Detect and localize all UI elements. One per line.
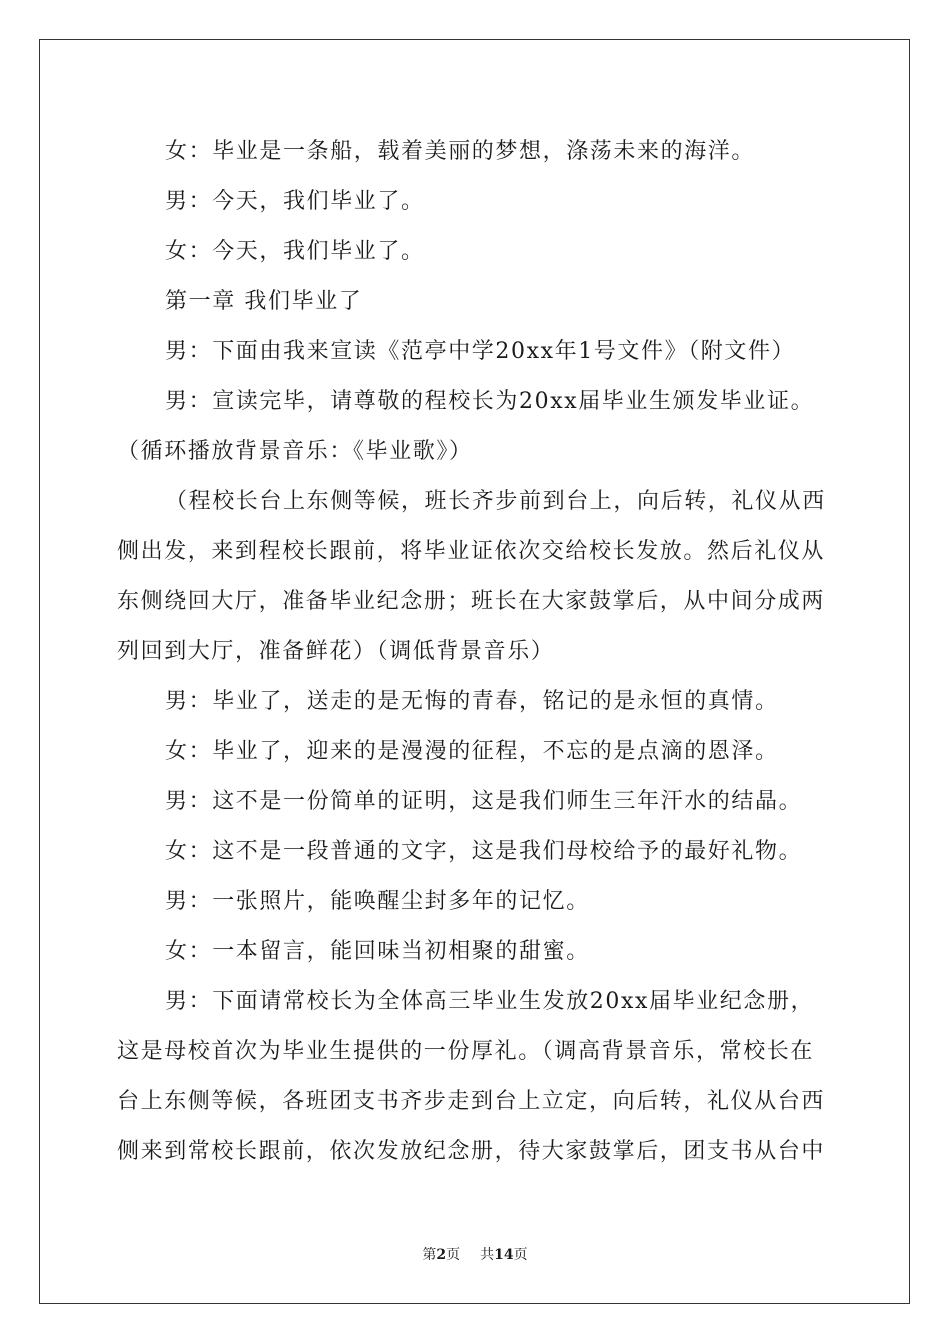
paragraph-line: 台上东侧等候，各班团支书齐步走到台上立定，向后转，礼仪从台西 [117, 1089, 826, 1114]
footer-page-suffix: 页 [446, 1247, 461, 1263]
paragraph-line: 男：毕业了，送走的是无悔的青春，铭记的是永恒的真情。 [165, 689, 779, 714]
footer-page-number: 2 [436, 1247, 447, 1263]
chapter-heading: 第一章 我们毕业了 [165, 289, 363, 314]
paragraph-line: （循环播放背景音乐：《毕业歌》） [117, 439, 473, 464]
paragraph-line: 女：今天，我们毕业了。 [165, 239, 425, 264]
paragraph-line: 男：今天，我们毕业了。 [165, 189, 425, 214]
paragraph-line: 列回到大厅，准备鲜花）（调低背景音乐） [117, 639, 555, 664]
footer-total-number: 14 [494, 1247, 514, 1263]
paragraph-line: 侧来到常校长跟前，依次发放纪念册，待大家鼓掌后，团支书从台中 [117, 1139, 826, 1164]
footer-page-prefix: 第 [422, 1247, 437, 1263]
document-body [117, 127, 833, 1177]
paragraph-line: 男：宣读完毕，请尊敬的程校长为20xx届毕业生颁发毕业证。 [165, 389, 815, 414]
paragraph-line: 女：这不是一段普通的文字，这是我们母校给予的最好礼物。 [165, 839, 803, 864]
paragraph-line: 男：这不是一份简单的证明，这是我们师生三年汗水的结晶。 [165, 789, 803, 814]
paragraph-line: 女：毕业了，迎来的是漫漫的征程，不忘的是点滴的恩泽。 [165, 739, 779, 764]
footer-total-prefix: 共 [480, 1247, 495, 1263]
paragraph-line: （程校长台上东侧等候，班长齐步前到台上，向后转，礼仪从西 [165, 489, 826, 514]
paragraph-line: 女：毕业是一条船，载着美丽的梦想，涤荡未来的海洋。 [165, 139, 756, 164]
paragraph-line: 男：一张照片，能唤醒尘封多年的记忆。 [165, 889, 590, 914]
paragraph-line: 男：下面由我来宣读《范亭中学20xx年1号文件》（附文件） [165, 339, 796, 364]
page-footer [0, 1244, 950, 1264]
paragraph-line: 这是母校首次为毕业生提供的一份厚礼。（调高背景音乐，常校长在 [117, 1039, 815, 1064]
paragraph-line: 侧出发，来到程校长跟前，将毕业证依次交给校长发放。然后礼仪从 [117, 539, 826, 564]
footer-total-suffix: 页 [513, 1247, 528, 1263]
paragraph-line: 男：下面请常校长为全体高三毕业生发放20xx届毕业纪念册， [165, 989, 815, 1014]
paragraph-line: 东侧绕回大厅，准备毕业纪念册；班长在大家鼓掌后，从中间分成两 [117, 589, 826, 614]
paragraph-line: 女：一本留言，能回味当初相聚的甜蜜。 [165, 939, 590, 964]
